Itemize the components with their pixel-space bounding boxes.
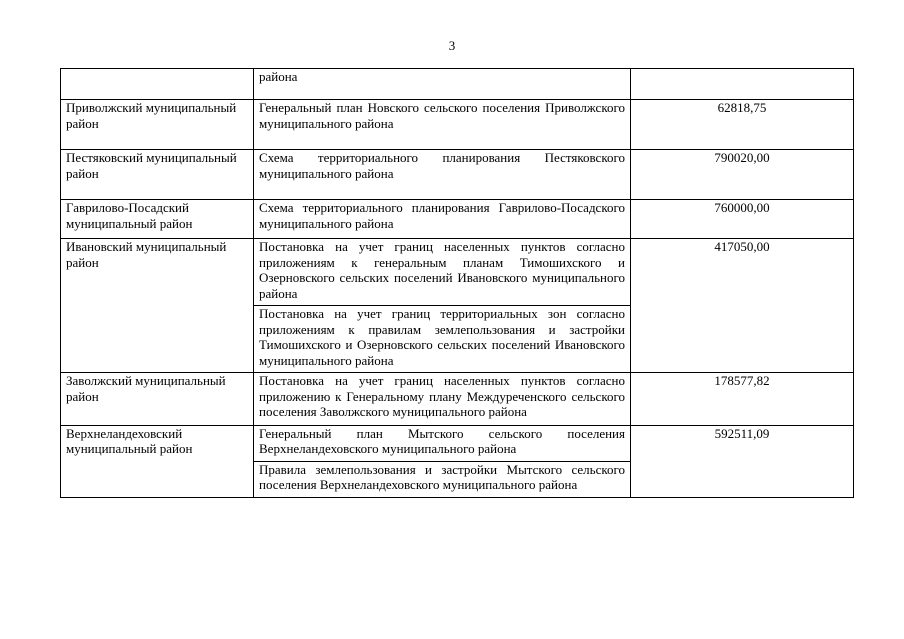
table-row <box>61 150 854 200</box>
district-cell: Заволжский муниципальный район <box>61 373 254 426</box>
amount-cell: 592511,09 <box>631 425 854 497</box>
table-row <box>61 69 854 100</box>
amount-cell: 62818,75 <box>631 100 854 150</box>
amount-cell: 760000,00 <box>631 200 854 239</box>
amount-cell: 178577,82 <box>631 373 854 426</box>
amount-cell <box>631 69 854 100</box>
amount-cell: 790020,00 <box>631 150 854 200</box>
table-row <box>61 239 854 373</box>
table-row <box>61 100 854 150</box>
document-item: Генеральный план Мытского сельского поселения Верхнеландеховского муниципального района <box>259 425 625 456</box>
district-cell: Приволжский муниципальный район <box>61 100 254 150</box>
document-cell <box>254 239 631 373</box>
document-cell: Генеральный план Новского сельского поселения Приволжского муниципального района <box>254 100 631 150</box>
document-cell: Постановка на учет границ населенных пунктов согласно приложению к Генеральному плану Междуреченского сельского поселения Заволжского муниципального района <box>254 373 631 426</box>
page-number: 3 <box>448 38 456 53</box>
table-row <box>61 373 854 426</box>
document-cell: Схема территориального планирования Гаврилово-Посадского муниципального района <box>254 200 631 239</box>
district-cell: Гаврилово-Посадский муниципальный район <box>61 200 254 239</box>
district-cell: Ивановский муниципальный район <box>61 239 254 373</box>
document-item: Правила землепользования и застройки Мытского сельского поселения Верхнеландеховского муниципального района <box>254 461 630 497</box>
document-item: Постановка на учет границ территориальных зон согласно приложениям к правилам землепользования и застройки Тимошихского и Озерновского сельских поселений Ивановского муниципального района <box>254 305 630 372</box>
district-cell: Верхнеландеховский муниципальный район <box>61 425 254 497</box>
table-row <box>61 425 854 497</box>
amount-cell: 417050,00 <box>631 239 854 373</box>
document-cell: Схема территориального планирования Пестяковского муниципального района <box>254 150 631 200</box>
district-cell: Пестяковский муниципальный район <box>61 150 254 200</box>
document-cell <box>254 425 631 497</box>
table-row <box>61 200 854 239</box>
district-cell <box>61 69 254 100</box>
document-cell: района <box>254 69 631 100</box>
document-item: Постановка на учет границ населенных пунктов согласно приложениям к генеральным планам Тимошихского и Озерновского сельских поселений Ивановского муниципального района <box>259 239 625 301</box>
funding-table <box>60 68 854 498</box>
